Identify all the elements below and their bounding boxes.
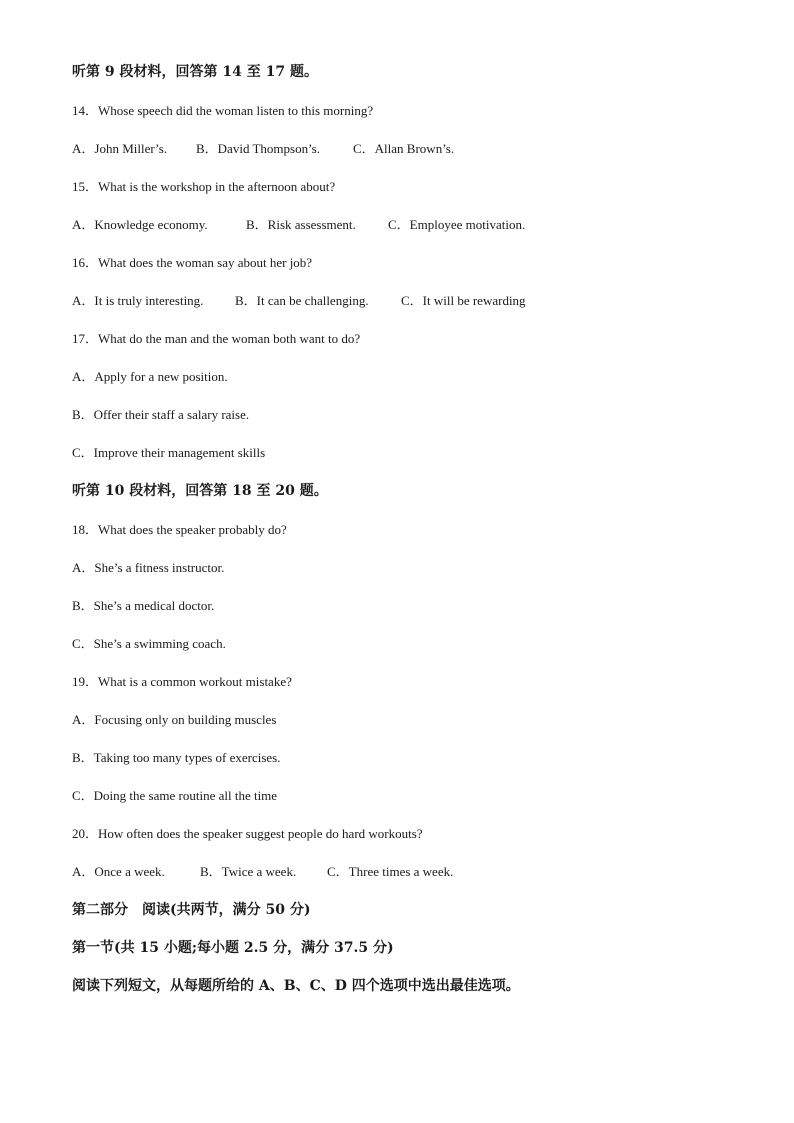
option-17-b: B．Offer their staff a salary raise. <box>72 407 250 422</box>
option-17-a: A．Apply for a new position. <box>72 369 228 384</box>
option-19-c: C．Doing the same routine all the time <box>72 788 278 803</box>
option-14-b: B．David Thompson’s. <box>196 141 320 156</box>
question-18: 18．What does the speaker probably do? <box>72 522 287 537</box>
section-10-heading: 听第 10 段材料，回答第 18 至 20 题。 <box>72 483 328 499</box>
question-16-options <box>72 292 526 310</box>
option-16-b: B．It can be challenging. <box>235 293 369 308</box>
question-15-options <box>72 216 525 234</box>
question-17: 17．What do the man and the woman both want to do? <box>72 331 361 346</box>
option-14-c: C．Allan Brown’s. <box>353 141 455 156</box>
part-2-heading: 第二部分 阅读(共两节，满分 50 分) <box>72 902 311 918</box>
option-18-b: B．She’s a medical doctor. <box>72 598 215 613</box>
option-15-b: B．Risk assessment. <box>246 217 356 232</box>
question-14-options <box>72 140 454 158</box>
option-20-a: A．Once a week. <box>72 864 165 879</box>
section-9-heading: 听第 9 段材料，回答第 14 至 17 题。 <box>72 64 318 80</box>
option-16-c: C．It will be rewarding <box>401 293 526 308</box>
option-19-a: A．Focusing only on building muscles <box>72 712 277 727</box>
question-16: 16．What does the woman say about her job? <box>72 255 313 270</box>
section-1-heading: 第一节(共 15 小题;每小题 2.5 分，满分 37.5 分) <box>72 940 394 956</box>
question-14: 14．Whose speech did the woman listen to this morning? <box>72 103 374 118</box>
option-20-b: B．Twice a week. <box>200 864 297 879</box>
option-15-a: A．Knowledge economy. <box>72 217 208 232</box>
option-18-c: C．She’s a swimming coach. <box>72 636 226 651</box>
question-20: 20．How often does the speaker suggest people do hard workouts? <box>72 826 423 841</box>
question-19: 19．What is a common workout mistake? <box>72 674 292 689</box>
option-19-b: B．Taking too many types of exercises. <box>72 750 281 765</box>
reading-instruction: 阅读下列短文，从每题所给的 A、B、C、D 四个选项中选出最佳选项。 <box>72 978 520 994</box>
question-20-options <box>72 863 453 881</box>
option-17-c: C．Improve their management skills <box>72 445 266 460</box>
question-15: 15．What is the workshop in the afternoon about? <box>72 179 336 194</box>
option-18-a: A．She’s a fitness instructor. <box>72 560 225 575</box>
option-15-c: C．Employee motivation. <box>388 217 526 232</box>
option-14-a: A．John Miller’s. <box>72 141 168 156</box>
option-16-a: A．It is truly interesting. <box>72 293 204 308</box>
option-20-c: C．Three times a week. <box>327 864 454 879</box>
